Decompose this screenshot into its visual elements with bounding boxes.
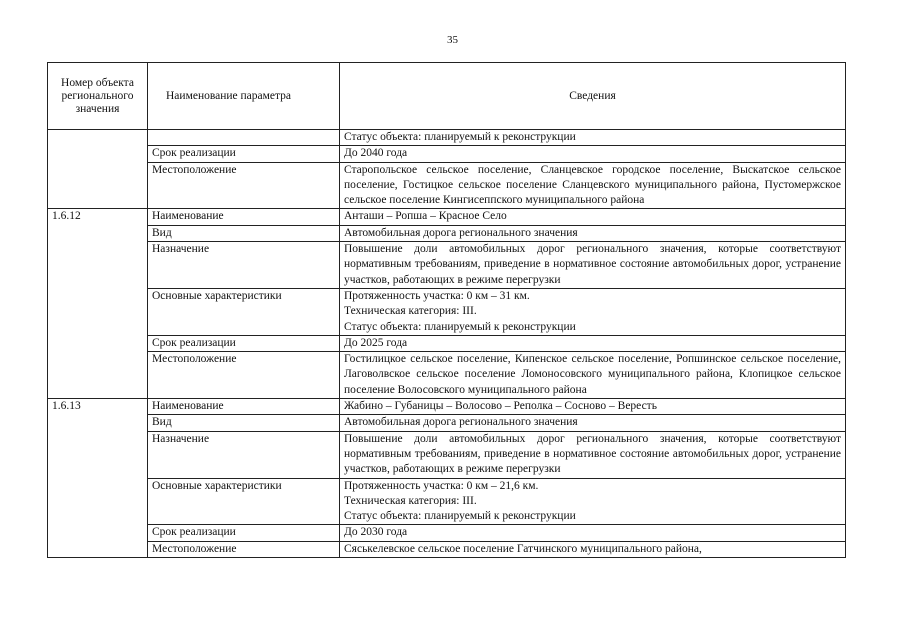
regional-objects-table (47, 62, 846, 558)
table-row (48, 541, 846, 557)
object-number-cell (48, 242, 148, 289)
table-row (48, 209, 846, 225)
table-row (48, 431, 846, 478)
parameter-name-cell: Вид (148, 225, 340, 241)
object-number-cell (48, 478, 148, 525)
details-line: Статус объекта: планируемый к реконструкции (344, 320, 576, 333)
object-number-cell (48, 225, 148, 241)
details-line: Жабино – Губаницы – Волосово – Реполка – Сосново – Вересть (344, 400, 657, 413)
details-cell (340, 431, 846, 478)
parameter-name-cell: Основные характеристики (148, 288, 340, 335)
parameter-name-cell: Срок реализации (148, 146, 340, 162)
parameter-name-cell: Наименование (148, 399, 340, 415)
table-row (48, 399, 846, 415)
details-line: Гостилицкое сельское поселение, Кипенское сельское поселение, Ропшинское сельское поселение, Лаговолвское сельское поселение Ломоносовского муниципального района, Клопицкое сельское поселение Волосовского муниципального района (344, 353, 841, 396)
object-number-cell: 1.6.12 (48, 209, 148, 225)
details-cell (340, 209, 846, 225)
details-line: Протяженность участка: 0 км – 21,6 км. (344, 479, 539, 492)
details-cell (340, 525, 846, 541)
parameter-name-cell: Назначение (148, 431, 340, 478)
details-cell (340, 146, 846, 162)
table-row (48, 352, 846, 399)
table-row (48, 146, 846, 162)
parameter-name-cell: Основные характеристики (148, 478, 340, 525)
details-cell (340, 162, 846, 209)
object-number-cell (48, 525, 148, 541)
details-line: До 2030 года (344, 526, 408, 539)
details-line: Статус объекта: планируемый к реконструкции (344, 510, 576, 523)
details-cell (340, 288, 846, 335)
table-row (48, 130, 846, 146)
parameter-name-cell: Местоположение (148, 162, 340, 209)
parameter-name-cell: Наименование (148, 209, 340, 225)
table-row (48, 415, 846, 431)
details-line: Протяженность участка: 0 км – 31 км. (344, 289, 530, 302)
details-line: Техническая категория: III. (344, 494, 477, 507)
details-cell (340, 399, 846, 415)
details-cell (340, 335, 846, 351)
details-line: Сяськелевское сельское поселение Гатчинского муниципального района, (344, 542, 702, 555)
details-cell (340, 478, 846, 525)
details-line: До 2025 года (344, 336, 408, 349)
details-cell (340, 352, 846, 399)
object-number-cell (48, 352, 148, 399)
object-number-cell (48, 335, 148, 351)
details-line: Техническая категория: III. (344, 305, 477, 318)
details-cell (340, 415, 846, 431)
object-number-cell (48, 162, 148, 209)
table-row (48, 478, 846, 525)
header-details: Сведения (340, 63, 846, 130)
parameter-name-cell (148, 130, 340, 146)
parameter-name-cell: Вид (148, 415, 340, 431)
header-object-number: Номер объекта регионального значения (48, 63, 148, 130)
table-row (48, 288, 846, 335)
object-number-cell (48, 146, 148, 162)
details-line: Автомобильная дорога регионального значения (344, 416, 578, 429)
details-line: Автомобильная дорога регионального значения (344, 226, 578, 239)
details-cell (340, 225, 846, 241)
object-number-cell (48, 130, 148, 146)
parameter-name-cell: Назначение (148, 242, 340, 289)
object-number-cell (48, 431, 148, 478)
table-header-row (48, 63, 846, 130)
object-number-cell: 1.6.13 (48, 399, 148, 415)
parameter-name-cell: Срок реализации (148, 525, 340, 541)
table-row (48, 225, 846, 241)
page-number: 35 (447, 34, 458, 46)
details-cell (340, 242, 846, 289)
object-number-cell (48, 415, 148, 431)
details-cell (340, 130, 846, 146)
parameter-name-cell: Местоположение (148, 352, 340, 399)
object-number-cell (48, 288, 148, 335)
parameter-name-cell: Местоположение (148, 541, 340, 557)
details-line: Статус объекта: планируемый к реконструкции (344, 131, 576, 143)
details-line: Повышение доли автомобильных дорог регионального значения, которые соответствуют нормативным требованиям, приведение в нормативное состояние автомобильных дорог, устранение участков, работающих в режиме перегрузки (344, 243, 841, 286)
details-line: До 2040 года (344, 147, 408, 160)
parameter-name-cell: Срок реализации (148, 335, 340, 351)
header-parameter-name: Наименование параметра (148, 63, 340, 130)
table-row (48, 335, 846, 351)
details-cell (340, 541, 846, 557)
details-line: Повышение доли автомобильных дорог регионального значения, которые соответствуют нормативным требованиям, приведение в нормативное состояние автомобильных дорог, устранение участков, работающих в режиме перегрузки (344, 432, 841, 476)
table-body (48, 130, 846, 558)
details-line: Анташи – Ропша – Красное Село (344, 210, 507, 223)
object-number-cell (48, 541, 148, 557)
table-row (48, 242, 846, 289)
table-row (48, 162, 846, 209)
details-line: Старопольское сельское поселение, Сланцевское городское поселение, Выскатское сельское поселение, Гостицкое сельское поселение Сланцевского муниципального района, Пустомержское сельское поселение Кингисеппского муниципального района (344, 163, 841, 207)
table-row (48, 525, 846, 541)
